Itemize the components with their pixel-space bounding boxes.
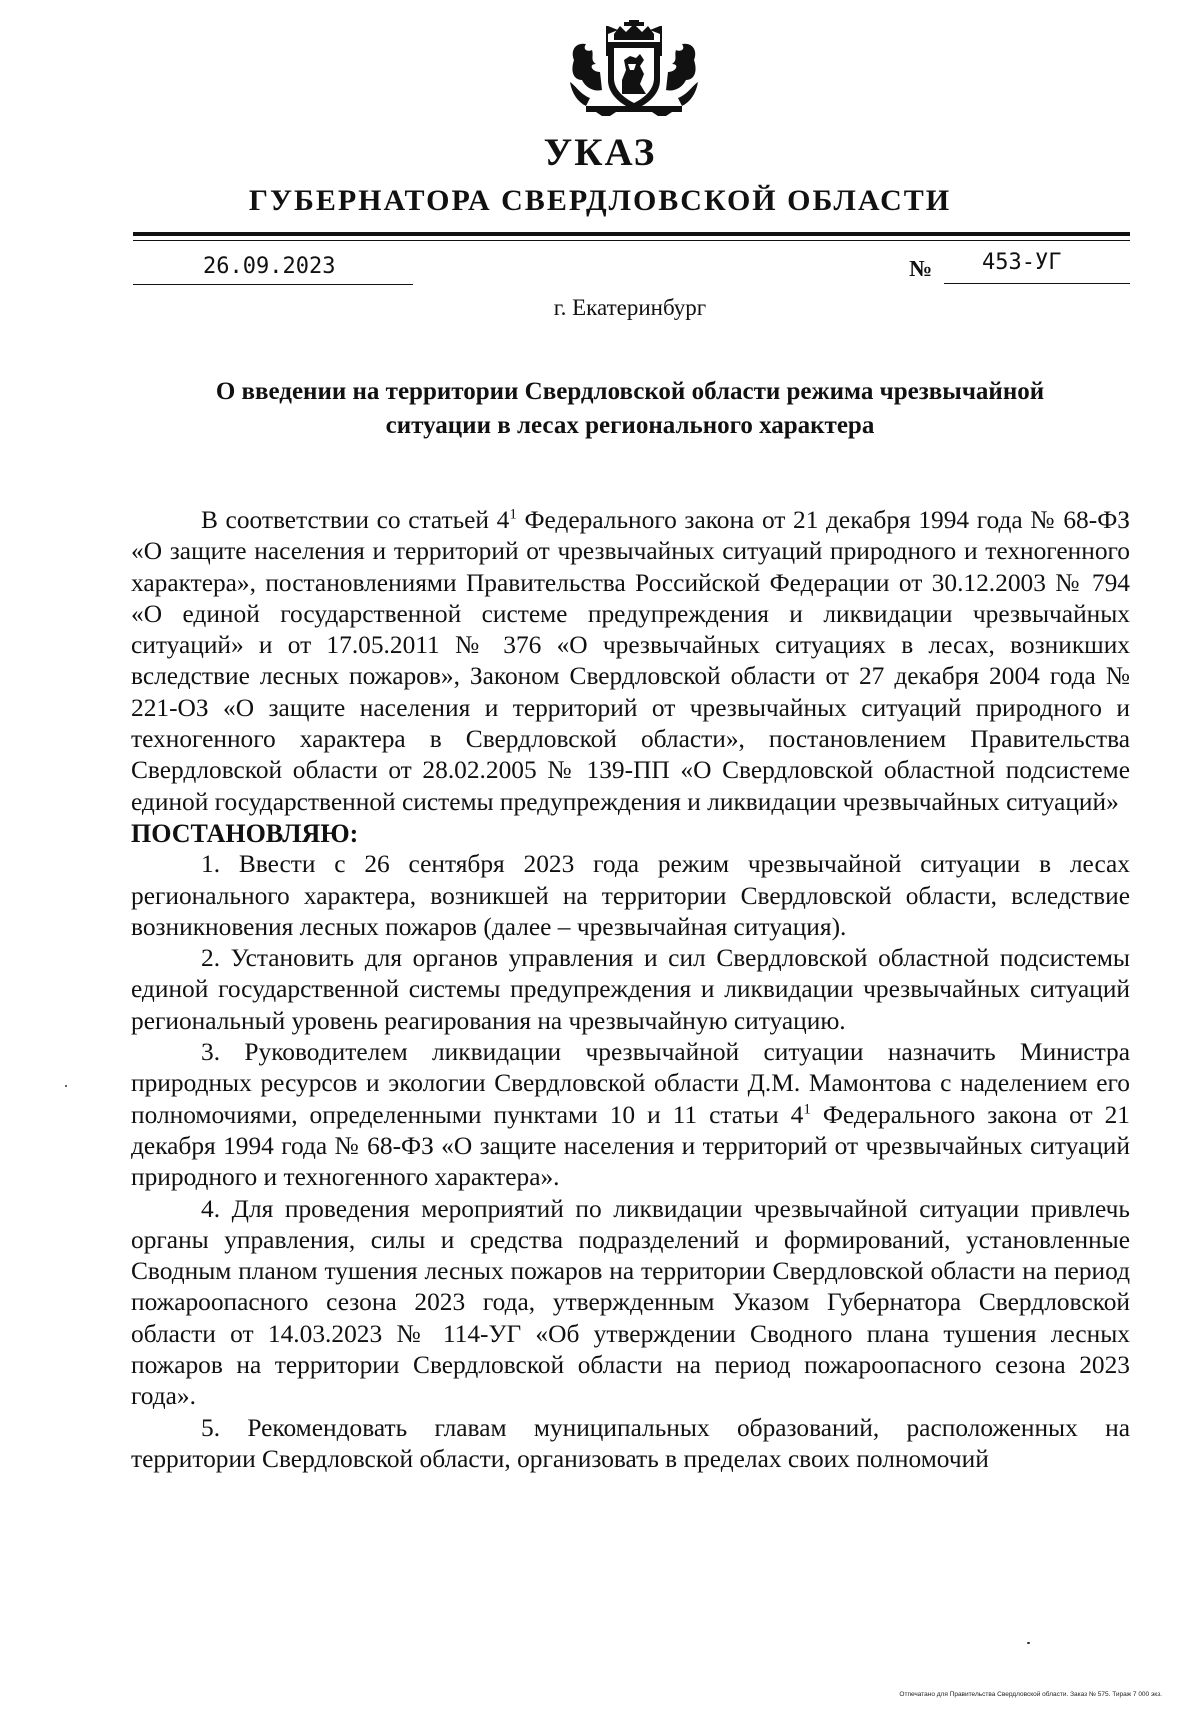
item-1: 1. Ввести с 26 сентября 2023 года режим чрезвычайной ситуации в лесах регионального характера, возникшей на территории Свердловской области, вследствие возникновения лесных пожаров (далее – чрезвычайная ситуация). <box>131 850 1130 941</box>
item-3 <box>131 1037 1130 1193</box>
preamble-text-b: Федерального закона от 21 декабря 1994 года № 68-ФЗ «О защите населения и территорий от чрезвычайных ситуаций природного и техногенного характера», постановлениями Правительства Российской Федерации от 30.12.2003 № 794 «О единой государственной системе предупреждения и ликвидации чрезвычайных ситуаций» и от 17.05.2011 № 376 «О чрезвычайных ситуациях в лесах, возникших вследствие лесных пожаров», Законом Свердловской области от 27 декабря 2004 года № 221-ОЗ «О защите населения и территорий от чрезвычайных ситуаций природного и техногенного характера в Свердловской области», постановлением Правительства Свердловской области от 28.02.2005 № 139-ПП «О Свердловской областной подсистеме единой государственной системы предупреждения и ликвидации чрезвычайных ситуаций» <box>131 506 1130 816</box>
document-body <box>131 505 1130 1475</box>
print-footer: Отпечатано для Правительства Свердловской области. Заказ № 575. Тираж 7 000 экз. <box>899 1691 1162 1698</box>
header-rule-thin <box>133 240 1130 241</box>
item-3-text-a: 3. Руководителем ликвидации чрезвычайной ситуации назначить Министра природных ресурсов и экологии Свердловской области Д.М. Мамонтова с наделением его полномочиями, определенными пунктами 10 и 11 статьи 4 <box>131 1038 1130 1129</box>
item-5: 5. Рекомендовать главам муниципальных образований, расположенных на территории Свердловской области, организовать в пределах своих полномочий <box>131 1413 1130 1473</box>
city: г. Екатеринбург <box>553 295 707 320</box>
decree-word: ПОСТАНОВЛЯЮ: <box>131 818 359 848</box>
issuer-title: ГУБЕРНАТОРА СВЕРДЛОВСКОЙ ОБЛАСТИ <box>248 184 952 217</box>
item-3-text-b: Федерального закона от 21 декабря 1994 года № 68-ФЗ «О защите населения и территорий от чрезвычайных ситуаций природного и техногенного характера». <box>131 1100 1130 1192</box>
number-sign: № <box>909 256 933 281</box>
coat-of-arms-emblem <box>566 20 702 116</box>
scan-speck <box>65 1085 67 1087</box>
preamble-text-a: В соответствии со статьей 4 <box>201 506 510 534</box>
header-rule-thick <box>133 232 1130 236</box>
document-type-title: УКАЗ <box>543 131 657 174</box>
scan-speck <box>1027 1642 1030 1644</box>
item-4: 4. Для проведения мероприятий по ликвидации чрезвычайной ситуации привлечь органы управления, силы и средства подразделений и формирований, установленные Сводным планом тушения лесных пожаров на территории Свердловской области на период пожароопасного сезона 2023 года, утвержденным Указом Губернатора Свердловской области от 14.03.2023 № 114-УГ «Об утверждении Сводного плана тушения лесных пожаров на территории Свердловской области на период пожароопасного сезона 2023 года». <box>131 1194 1130 1411</box>
document-subject <box>140 375 1120 443</box>
subject-line-2: ситуации в лесах регионального характера <box>385 412 875 439</box>
item-2: 2. Установить для органов управления и сил Свердловской областной подсистемы единой государственной системы предупреждения и ликвидации чрезвычайных ситуаций региональный уровень реагирования на чрезвычайную ситуацию. <box>131 944 1130 1035</box>
document-number: 453-УГ <box>944 248 1130 284</box>
subject-line-1: О введении на территории Свердловской области режима чрезвычайной <box>215 378 1045 405</box>
preamble-superscript: 1 <box>509 506 517 523</box>
preamble-paragraph <box>131 505 1130 818</box>
document-date: 26.09.2023 <box>133 251 413 285</box>
item-3-superscript: 1 <box>803 1101 811 1118</box>
